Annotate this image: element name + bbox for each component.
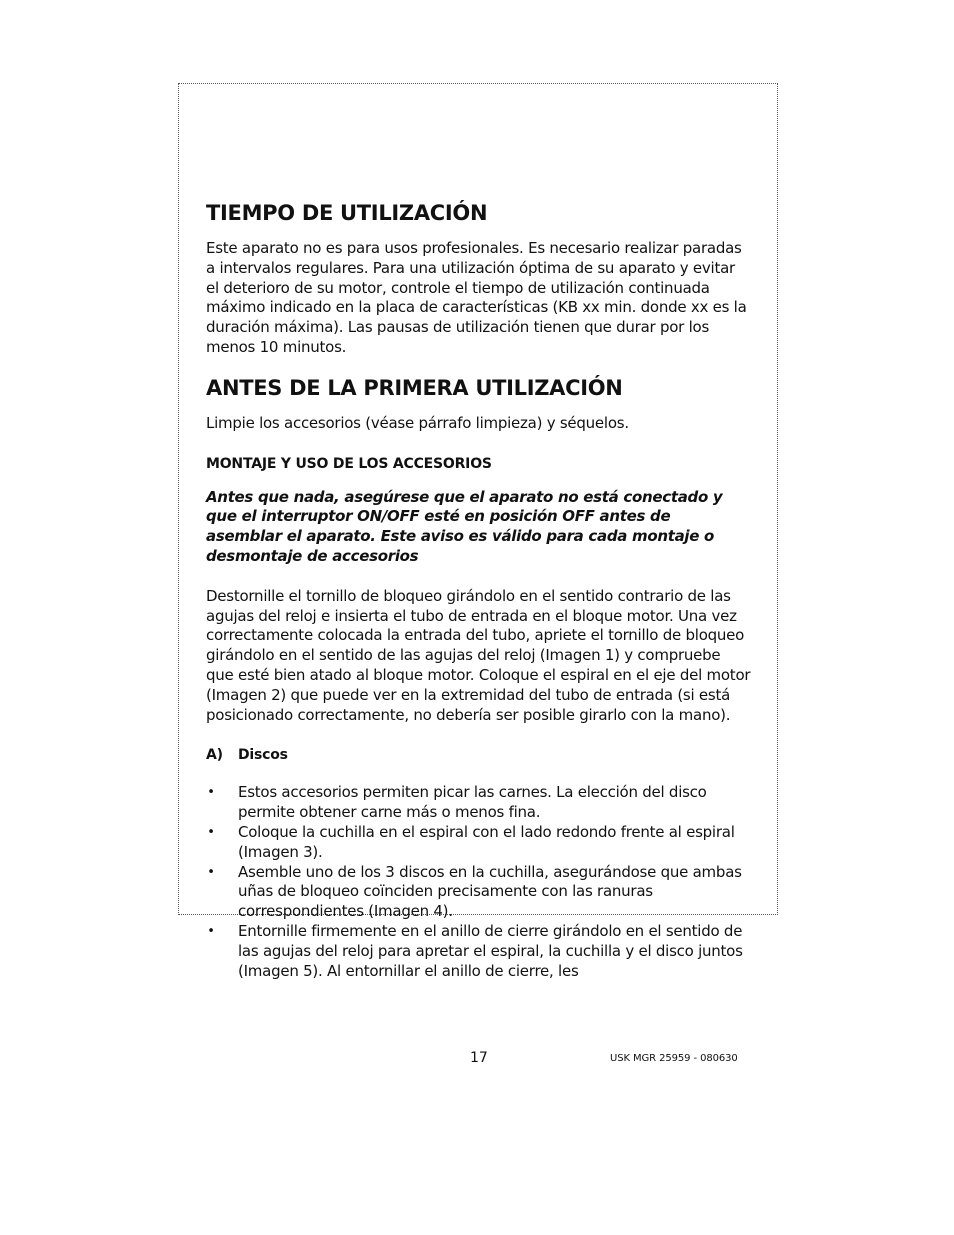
- bullet-icon: •: [207, 923, 215, 939]
- list-item: [206, 823, 751, 863]
- list-letter: A): [206, 747, 223, 764]
- page-number: 17: [470, 1050, 488, 1066]
- bullet-icon: •: [207, 824, 215, 840]
- warning-paragraph: Antes que nada, asegúrese que el aparato no está conectado y que el interruptor ON/OFF esté en posición OFF antes de asemblar el aparato. Este aviso es válido para cada montaje o desmontaje de accesorios: [206, 487, 723, 565]
- list-item-text: Estos accesorios permiten picar las carnes. La elección del disco permite obtener carne más o menos fina.: [238, 783, 707, 822]
- list-item-text: Entornille firmemente en el anillo de cierre girándolo en el sentido de las agujas del reloj para apretar el espiral, la cuchilla y el disco juntos (Imagen 5). Al entornillar el anillo de cierre, les: [238, 921, 743, 980]
- document-code: USK MGR 25959 - 080630: [610, 1053, 738, 1064]
- subheading-discos: [206, 745, 751, 765]
- heading-antes-de-la-primera-utilizacion: ANTES DE LA PRIMERA UTILIZACIÓN: [206, 375, 623, 400]
- discos-title: Discos: [238, 747, 288, 764]
- subheading-montaje-y-uso: MONTAJE Y USO DE LOS ACCESORIOS: [206, 455, 492, 472]
- list-item-text: Asemble uno de los 3 discos en la cuchilla, asegurándose que ambas uñas de bloqueo coïnciden precisamente con las ranuras correspondientes (Imagen 4).: [238, 862, 742, 921]
- list-item: [206, 922, 751, 981]
- paragraph-tiempo-de-utilizacion: Este aparato no es para usos profesionales. Es necesario realizar paradas a intervalos regulares. Para una utilización óptima de su aparato y evitar el deterioro de su motor, controle el tiempo de utilización continuada máximo indicado en la placa de características (KB xx min. donde xx es la duración máxima). Las pausas de utilización tienen que durar por los menos 10 minutos.: [206, 239, 747, 356]
- paragraph-limpie-accesorios: Limpie los accesorios (véase párrafo limpieza) y séquelos.: [206, 413, 629, 432]
- bullet-icon: •: [207, 785, 215, 801]
- list-item: [206, 863, 751, 922]
- paragraph-instrucciones-montaje: Destornille el tornillo de bloqueo girándolo en el sentido contrario de las agujas del reloj e insierta el tubo de entrada en el bloque motor. Una vez correctamente colocada la entrada del tubo, apriete el tornillo de bloqueo girándolo en el sentido de las agujas del reloj (Imagen 1) y compruebe que esté bien atado al bloque motor. Coloque el espiral en el eje del motor (Imagen 2) que puede ver en la extremidad del tubo de entrada (si está posicionado correctamente, no debería ser posible girarlo con la mano).: [206, 586, 751, 724]
- bullet-icon: •: [207, 864, 215, 880]
- heading-tiempo-de-utilizacion: TIEMPO DE UTILIZACIÓN: [206, 201, 488, 225]
- document-content: [206, 197, 751, 981]
- discos-bullet-list: [206, 783, 751, 981]
- list-item: [206, 783, 751, 823]
- list-item-text: Coloque la cuchilla en el espiral con el lado redondo frente al espiral (Imagen 3).: [238, 822, 735, 861]
